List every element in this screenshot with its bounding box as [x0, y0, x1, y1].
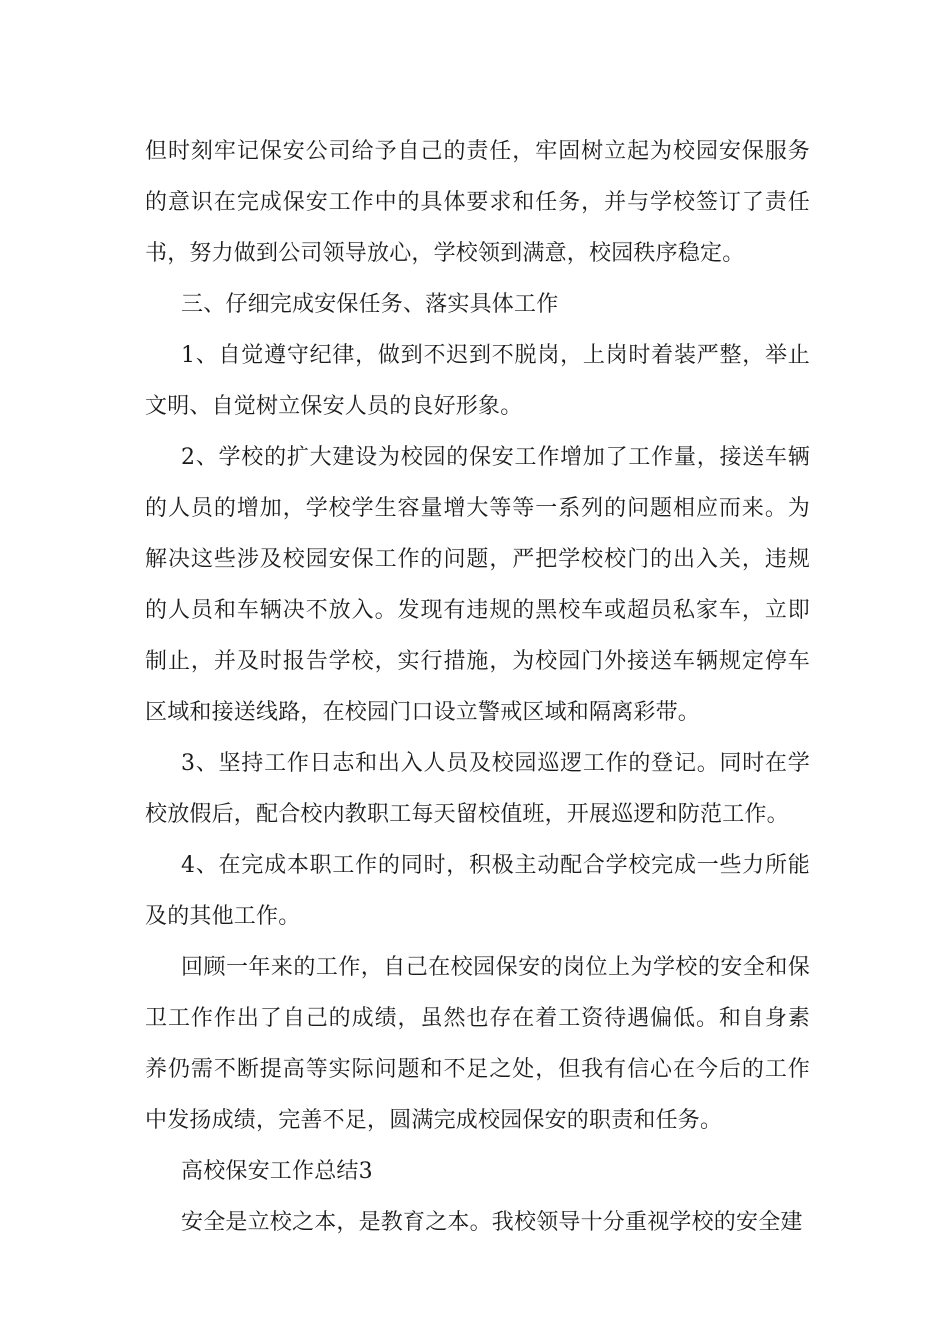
- document-title-3: 高校保安工作总结3: [181, 1159, 373, 1184]
- paragraph-item-1: 1、自觉遵守纪律，做到不迟到不脱岗，上岗时着装严整，举止文明、自觉树立保安人员的良好形象。: [145, 343, 810, 419]
- paragraph-item-4: 4、在完成本职工作的同时，积极主动配合学校完成一些力所能及的其他工作。: [145, 853, 810, 929]
- section-heading-3: 三、仔细完成安保任务、落实具体工作: [181, 292, 559, 317]
- paragraph-item-2: 2、学校的扩大建设为校园的保安工作增加了工作量，接送车辆的人员的增加，学校学生容量增大等等一系列的问题相应而来。为解决这些涉及校园安保工作的问题，严把学校校门的出入关，违规的人员和车辆决不放入。发现有违规的黑校车或超员私家车，立即制止，并及时报告学校，实行措施，为校园门外接送车辆规定停车区域和接送线路，在校园门口设立警戒区域和隔离彩带。: [145, 445, 810, 725]
- paragraph-intro: 安全是立校之本，是教育之本。我校领导十分重视学校的安全建: [181, 1210, 803, 1235]
- paragraph-item-3: 3、坚持工作日志和出入人员及校园巡逻工作的登记。同时在学校放假后，配合校内教职工每天留校值班，开展巡逻和防范工作。: [145, 751, 810, 827]
- document-body: [145, 126, 810, 1248]
- paragraph-continuation: 但时刻牢记保安公司给予自己的责任，牢固树立起为校园安保服务的意识在完成保安工作中的具体要求和任务，并与学校签订了责任书，努力做到公司领导放心，学校领到满意，校园秩序稳定。: [145, 139, 810, 266]
- paragraph-review: 回顾一年来的工作，自己在校园保安的岗位上为学校的安全和保卫工作作出了自己的成绩，虽然也存在着工资待遇偏低。和自身素养仍需不断提高等实际问题和不足之处，但我有信心在今后的工作中发扬成绩，完善不足，圆满完成校园保安的职责和任务。: [145, 955, 810, 1133]
